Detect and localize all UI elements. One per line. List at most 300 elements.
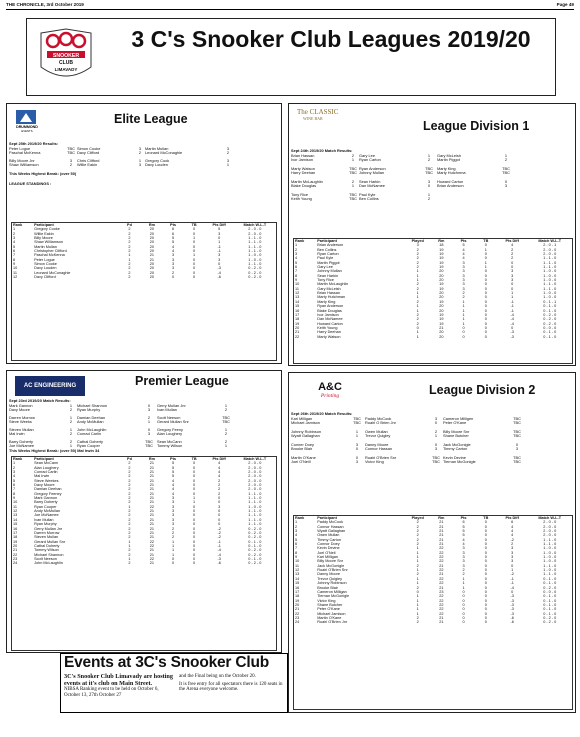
table-cell: 21 bbox=[149, 552, 155, 557]
table-cell: 1 - 1 - 0 bbox=[543, 256, 557, 261]
fixture-cell: Conrad Carlin bbox=[77, 431, 102, 436]
fixture-cell: 2 bbox=[427, 196, 431, 201]
table-cell: 2 bbox=[128, 496, 131, 501]
table-cell: Connor Doey bbox=[317, 542, 340, 547]
table-cell: 2 bbox=[416, 542, 419, 547]
table-cell: 0 bbox=[218, 500, 221, 505]
table-cell: 1 - 1 - 0 bbox=[248, 496, 262, 501]
table-cell: Damian Deehan bbox=[34, 487, 62, 492]
table-cell: 3 bbox=[511, 555, 514, 560]
table-cell: 22 bbox=[439, 550, 444, 555]
fixture-cell: TBC bbox=[513, 420, 521, 425]
table-cell: 0 bbox=[511, 325, 514, 330]
table-cell: 0 bbox=[484, 546, 487, 551]
table-cell: 3 bbox=[218, 231, 221, 236]
table-cell: Johnny Robinson bbox=[317, 581, 347, 586]
table-cell: Andy McMullan bbox=[34, 509, 61, 514]
table-cell: Timmy Carton bbox=[317, 537, 341, 542]
table-cell: 24 bbox=[295, 620, 300, 625]
table-cell: 0 bbox=[484, 572, 487, 577]
table-cell: 9 bbox=[295, 278, 298, 283]
events-col2-text: and the Final being on the October 20. bbox=[179, 674, 256, 679]
table-cell: 21 bbox=[439, 537, 444, 542]
premier-standings-table bbox=[11, 456, 277, 651]
table-cell: 0 bbox=[484, 252, 487, 257]
table-cell: 0 bbox=[193, 504, 196, 509]
table-cell: 20 bbox=[149, 236, 155, 241]
table-cell: 2 bbox=[416, 299, 419, 304]
table-cell: 1 bbox=[462, 308, 465, 313]
table-cell: 1 bbox=[416, 611, 419, 616]
table-cell: 2 bbox=[218, 478, 221, 483]
table-cell: 18 bbox=[295, 594, 300, 599]
table-cell: 21 bbox=[439, 615, 444, 620]
table-cell: 3 bbox=[511, 278, 514, 283]
column-header: Pts bbox=[460, 516, 467, 520]
table-cell: -1 bbox=[217, 249, 221, 254]
fixture-cell: Ruairi O'Brien Snr bbox=[365, 454, 397, 460]
table-cell: Gary McLeish bbox=[317, 286, 341, 291]
elite-standings-table bbox=[11, 222, 277, 361]
table-cell: -3 bbox=[510, 330, 514, 335]
premier-league-section bbox=[6, 370, 282, 653]
column-header: Pts Diff bbox=[505, 239, 519, 243]
table-cell: 21 bbox=[149, 491, 155, 496]
fixture-cell: 0 bbox=[515, 441, 519, 447]
table-cell: 18 bbox=[295, 317, 300, 322]
table-cell: 2 bbox=[416, 572, 419, 577]
table-cell: 2 - 0 - 0 bbox=[248, 231, 262, 236]
fixture-cell: 3 bbox=[147, 407, 151, 412]
fixture-cell: 2 bbox=[69, 407, 73, 412]
fixture-cell: 2 bbox=[351, 178, 355, 184]
table-cell: 2 bbox=[511, 252, 514, 257]
table-cell: 0 bbox=[484, 529, 487, 534]
division2-title: League Division 2 bbox=[429, 383, 536, 397]
table-cell: -1 bbox=[217, 539, 221, 544]
table-cell: 21 bbox=[149, 257, 155, 262]
table-cell: 3 bbox=[171, 257, 175, 262]
table-cell: 0 bbox=[193, 517, 196, 522]
column-header: Pts bbox=[460, 239, 467, 243]
fixture-cell: Blake Douglas bbox=[291, 183, 317, 188]
fixture-cell: 2 bbox=[69, 431, 73, 436]
table-cell: 3 bbox=[462, 286, 465, 291]
table-cell: 1 - 0 - 0 bbox=[543, 568, 557, 573]
table-cell: Billy Moore bbox=[34, 236, 53, 241]
table-cell: 2 bbox=[13, 465, 16, 470]
table-cell: 0 bbox=[193, 231, 196, 236]
table-cell: 3 bbox=[171, 522, 175, 527]
table-cell: 5 bbox=[462, 524, 465, 529]
table-cell: 0 bbox=[193, 483, 196, 488]
fixture-cell: Mal Irwin bbox=[9, 431, 25, 436]
table-cell: 21 bbox=[13, 548, 18, 553]
fixture-cell: Davy Louden bbox=[145, 162, 168, 167]
fixture-cell: 3 bbox=[427, 178, 431, 184]
table-cell: 11 bbox=[13, 270, 17, 275]
table-cell: 1 - 0 - 0 bbox=[248, 257, 262, 262]
table-cell: 4 bbox=[295, 256, 298, 261]
table-cell: 3 bbox=[462, 282, 465, 287]
table-cell: 2 bbox=[128, 522, 131, 527]
fixture-cell: Conner Doey bbox=[291, 441, 314, 447]
table-cell: 1 bbox=[416, 273, 419, 278]
table-cell: 8 bbox=[295, 273, 298, 278]
premier-highest-break: This Weeks Highest Break: (over 50) Mal Irwin 34 bbox=[9, 447, 100, 453]
table-cell: 21 bbox=[149, 522, 155, 527]
table-cell: 2 bbox=[416, 524, 419, 529]
fixture-cell: 2 bbox=[504, 157, 508, 162]
premier-table bbox=[12, 457, 276, 566]
table-cell: 1 bbox=[171, 548, 175, 553]
table-cell: 19 bbox=[439, 265, 444, 270]
table-cell: 0 bbox=[193, 526, 196, 531]
table-cell: 0 - 1 - 0 bbox=[543, 594, 557, 599]
fixture-row bbox=[291, 158, 513, 163]
table-cell: 0 bbox=[193, 522, 196, 527]
table-cell: 3 bbox=[171, 253, 175, 258]
table-cell: 21 bbox=[149, 513, 155, 518]
table-cell: 2 - 0 - 0 bbox=[248, 483, 262, 488]
fixture-cell: 2 bbox=[147, 414, 151, 420]
table-cell: Ivor Jamison bbox=[317, 312, 339, 317]
table-cell: 0 bbox=[511, 589, 514, 594]
column-header: Pd bbox=[127, 457, 132, 461]
table-cell: Sean McCann bbox=[34, 461, 59, 466]
division2-standings-table bbox=[293, 515, 573, 710]
table-cell: 8 bbox=[13, 257, 16, 262]
table-cell: 2 bbox=[128, 548, 131, 553]
column-header: Played bbox=[411, 239, 424, 243]
table-cell: 0 bbox=[462, 615, 465, 620]
table-cell: 0 bbox=[193, 270, 196, 275]
table-cell: 1 - 1 - 0 bbox=[248, 236, 262, 241]
table-cell: 3 bbox=[462, 555, 465, 560]
table-cell: -1 bbox=[510, 308, 514, 313]
elite-table bbox=[12, 223, 276, 279]
table-cell: 22 bbox=[439, 559, 444, 564]
table-cell: 4 bbox=[13, 474, 16, 479]
table-cell: 0 - 2 - 0 bbox=[543, 317, 557, 322]
table-cell: 1 bbox=[416, 568, 419, 573]
table-cell: 22 bbox=[13, 552, 18, 557]
table-cell: 0 bbox=[484, 594, 487, 599]
column-header: Participant bbox=[317, 239, 337, 243]
fixture-cell: Martin Mullan bbox=[145, 145, 169, 151]
table-cell: Ruairi O'Brien Jnr bbox=[317, 620, 348, 625]
table-cell: 0 bbox=[484, 611, 487, 616]
table-cell: 1 - 1 - 0 bbox=[248, 513, 262, 518]
fixture-cell: 2 bbox=[69, 419, 73, 424]
column-header: Match W-L-T bbox=[243, 223, 267, 227]
table-cell: 21 bbox=[149, 253, 155, 258]
table-cell: 2 bbox=[416, 533, 419, 538]
table-cell: -4 bbox=[510, 585, 514, 590]
division2-results-heading: Sept 26th 2019/20 Match Results: bbox=[291, 411, 353, 416]
table-cell: Peter Logue bbox=[34, 257, 55, 262]
fixture-cell: 2 bbox=[224, 407, 228, 412]
table-cell: -3 bbox=[510, 598, 514, 603]
fixture-cell: Martin McLaughlin bbox=[291, 178, 323, 184]
table-cell: 0 bbox=[193, 509, 196, 514]
fixture-cell: Gerry Mullan Jnr bbox=[157, 402, 186, 408]
table-cell: 21 bbox=[149, 526, 155, 531]
table-cell: 3 bbox=[171, 496, 175, 501]
division1-standings-table bbox=[293, 238, 573, 364]
table-cell: 0 - 2 - 0 bbox=[248, 526, 262, 531]
table-cell: 22 bbox=[439, 607, 444, 612]
fixture-cell: 0 bbox=[147, 426, 151, 432]
table-cell: Peter O'Kane bbox=[317, 607, 340, 612]
division1-title: League Division 1 bbox=[423, 119, 530, 133]
fixture-cell: TBC bbox=[349, 196, 357, 201]
table-cell: Trevor Quigley bbox=[317, 576, 342, 581]
table-cell: Gregory Cooke bbox=[34, 227, 60, 232]
table-cell: 1 bbox=[511, 568, 514, 573]
table-cell: 2 - 0 - 0 bbox=[543, 529, 557, 534]
table-cell: 2 bbox=[171, 530, 175, 535]
table-cell: Jack McGonigle bbox=[317, 563, 345, 568]
table-cell: 0 bbox=[218, 517, 221, 522]
fixture-cell: Damian Deehan bbox=[77, 414, 106, 420]
table-cell: 19 bbox=[439, 317, 444, 322]
fixture-cell: Victor King bbox=[365, 459, 384, 464]
table-cell: 0 bbox=[462, 330, 465, 335]
table-cell: 0 - 2 - 0 bbox=[248, 552, 262, 557]
table-cell: 4 bbox=[218, 474, 221, 479]
table-cell: 1 bbox=[295, 520, 298, 525]
table-cell: Danny Moore bbox=[317, 572, 341, 577]
fixture-cell: Shane Butcher bbox=[443, 433, 469, 438]
table-cell: 22 bbox=[439, 546, 444, 551]
table-cell: 1 bbox=[416, 598, 419, 603]
table-cell: 2 bbox=[416, 317, 419, 322]
table-cell: 0 - 1 - 0 bbox=[248, 539, 262, 544]
fixture-row bbox=[291, 197, 513, 202]
table-cell: Willie Eakin bbox=[34, 231, 54, 236]
table-cell: 22 bbox=[439, 555, 444, 560]
fixture-cell: Joe McNamee bbox=[9, 443, 35, 448]
table-cell: 21 bbox=[439, 542, 444, 547]
table-cell: 4 bbox=[218, 470, 221, 475]
table-cell: 3 bbox=[295, 529, 298, 534]
table-cell: 2 - 0 - 0 bbox=[543, 520, 557, 525]
table-cell: 2 bbox=[416, 312, 419, 317]
table-cell: 0 bbox=[462, 334, 465, 339]
table-cell: 4 bbox=[462, 247, 465, 252]
table-cell: 20 bbox=[13, 543, 18, 548]
fixture-cell: Martin O'Kane bbox=[291, 454, 316, 460]
events-col1-bold: 3C's Snooker Club Limavady are hosting events at it's club on Main Street. bbox=[64, 673, 173, 687]
table-cell: 2 bbox=[416, 256, 419, 261]
table-cell: 14 bbox=[295, 299, 300, 304]
table-cell: 12 bbox=[13, 275, 18, 280]
table-cell: 4 bbox=[171, 478, 175, 483]
elite-results-heading: Sept 25th 2019/20 Results: bbox=[9, 141, 59, 146]
ac-printing-logo-sub: Printing bbox=[320, 393, 340, 399]
events-col2-text2: It is free entry for all spectators there is 120 seats in the Arena everyone welcome. bbox=[179, 681, 283, 693]
fixture-cell: TBC bbox=[432, 454, 440, 460]
table-cell: 2 bbox=[13, 231, 16, 236]
table-cell: 20 bbox=[439, 269, 444, 274]
table-cell: 11 bbox=[295, 286, 299, 291]
fixture-cell: TBC bbox=[513, 433, 521, 438]
column-header: Rm bbox=[438, 239, 445, 243]
table-cell: 6 bbox=[511, 520, 514, 525]
table-cell: 1 bbox=[416, 291, 419, 296]
table-cell: 0 bbox=[416, 325, 419, 330]
fixture-cell: Davy Moore bbox=[9, 407, 30, 412]
table-cell: 2 bbox=[171, 270, 175, 275]
table-cell: 0 - 1 - 0 bbox=[543, 330, 557, 335]
elite-league-section bbox=[6, 103, 282, 364]
fixture-row bbox=[291, 184, 513, 189]
table-cell: Marty Hutchman bbox=[317, 295, 346, 300]
table-cell: 17 bbox=[13, 530, 18, 535]
table-cell: 1 bbox=[193, 253, 196, 258]
fixture-cell: 3 bbox=[504, 183, 508, 188]
fixture-cell: Brooke Blair bbox=[291, 446, 313, 451]
table-cell: 1 bbox=[416, 295, 419, 300]
elite-standings-heading: LEAGUE STANDINGS : bbox=[9, 181, 52, 186]
column-header: TB bbox=[483, 239, 489, 243]
table-cell: -2 bbox=[510, 537, 514, 542]
fixture-cell: 1 bbox=[226, 162, 230, 167]
fixture-cell: Michael Shannon bbox=[77, 402, 108, 408]
table-cell: 21 bbox=[149, 474, 155, 479]
table-cell: 0 - 2 - 0 bbox=[543, 312, 557, 317]
table-cell: Michael Jamison bbox=[317, 611, 346, 616]
fixture-cell: 3 bbox=[226, 145, 230, 151]
table-cell: 1 - 1 - 0 bbox=[543, 260, 557, 265]
table-cell: 2 - 0 - 0 bbox=[543, 524, 557, 529]
table-cell: 3 bbox=[462, 269, 465, 274]
column-header: Pts bbox=[170, 457, 176, 461]
table-cell: 19 bbox=[439, 299, 444, 304]
fixture-cell: Ryan Carton bbox=[359, 157, 381, 162]
table-cell: 5 bbox=[171, 461, 175, 466]
table-cell: 19 bbox=[439, 321, 444, 326]
table-cell: 2 bbox=[128, 483, 131, 488]
fixture-cell: Martin Piggot bbox=[437, 157, 460, 162]
fixture-row bbox=[9, 432, 233, 437]
fixture-cell: Johnny Mullan bbox=[359, 170, 385, 175]
table-cell: 21 bbox=[149, 496, 155, 501]
fixture-cell: Brian Anderson bbox=[437, 183, 464, 188]
table-cell: 4 bbox=[511, 533, 514, 538]
fixture-cell: Andy McMullan bbox=[77, 419, 104, 424]
fixture-cell: 3 bbox=[355, 441, 359, 447]
table-cell: 1 bbox=[218, 240, 221, 245]
table-cell: 0 bbox=[484, 563, 487, 568]
table-cell: 1 bbox=[416, 550, 419, 555]
table-cell: 0 bbox=[484, 286, 487, 291]
fixture-cell: Timmy Carton bbox=[443, 446, 468, 451]
table-cell: -1 bbox=[510, 576, 514, 581]
column-header: Participant bbox=[34, 223, 54, 227]
table-cell: Scott Neeson bbox=[34, 556, 57, 561]
table-cell: 0 - 2 - 0 bbox=[248, 530, 262, 535]
fixture-row bbox=[9, 420, 233, 425]
table-cell: -6 bbox=[217, 275, 221, 280]
table-cell: 0 bbox=[218, 522, 221, 527]
table-cell: 0 bbox=[484, 317, 487, 322]
table-cell: 0 bbox=[484, 330, 487, 335]
table-cell: 22 bbox=[439, 594, 444, 599]
table-cell: 13 bbox=[295, 572, 300, 577]
table-cell: 1 bbox=[171, 543, 175, 548]
fixture-cell: 2 bbox=[224, 438, 228, 444]
table-cell: 0 - 1 - 0 bbox=[248, 556, 262, 561]
table-cell: 1 - 1 - 0 bbox=[543, 265, 557, 270]
fixture-cell: Sean Harkin bbox=[359, 178, 381, 184]
fixture-cell: 3 bbox=[355, 459, 359, 464]
table-cell: 2 bbox=[416, 615, 419, 620]
table-cell: Victor King bbox=[317, 598, 336, 603]
table-cell: 0 bbox=[484, 308, 487, 313]
table-cell: 20 bbox=[439, 334, 444, 339]
fixture-cell: 0 bbox=[147, 402, 151, 408]
table-cell: -2 bbox=[217, 526, 221, 531]
fixture-cell: 3 bbox=[226, 157, 230, 163]
table-cell: 19 bbox=[439, 312, 444, 317]
table-cell: 2 bbox=[416, 265, 419, 270]
table-cell: 0 bbox=[484, 615, 487, 620]
table-cell: 6 bbox=[171, 231, 175, 236]
table-cell: 2 bbox=[128, 236, 131, 241]
fixture-cell: 1 bbox=[224, 426, 228, 432]
table-cell: 0 bbox=[193, 262, 196, 267]
table-cell: 10 bbox=[295, 559, 300, 564]
table-cell: 3 bbox=[295, 252, 298, 257]
fixture-cell: 1 bbox=[224, 443, 228, 448]
table-cell: Kevin Devine bbox=[317, 546, 340, 551]
fixture-cell: Leonard McConaghie bbox=[145, 150, 183, 155]
table-cell: 0 bbox=[193, 535, 196, 540]
table-cell: 3 bbox=[13, 236, 16, 241]
table-cell: Gerard Mullan Snr bbox=[34, 539, 66, 544]
table-cell: 19 bbox=[295, 598, 300, 603]
table-cell: 2 bbox=[218, 491, 221, 496]
table-cell: Wyatt Gallaghan bbox=[317, 529, 346, 534]
table-cell: 2 - 0 - 0 bbox=[248, 474, 262, 479]
table-cell: 0 - 1 - 1 bbox=[543, 299, 557, 304]
fixture-cell: Ivan Mullan bbox=[157, 407, 177, 412]
table-cell: 0 bbox=[193, 487, 196, 492]
table-cell: 20 bbox=[439, 295, 444, 300]
division2-results bbox=[291, 412, 525, 465]
fixture-cell: 2 bbox=[434, 428, 438, 434]
table-cell: 2 - 0 - 0 bbox=[543, 247, 557, 252]
table-cell: 2 bbox=[128, 262, 131, 267]
table-cell: 1 bbox=[171, 539, 175, 544]
column-header: Pd bbox=[127, 223, 132, 227]
table-cell: Shaw Williamson bbox=[34, 240, 64, 245]
table-cell: 5 bbox=[171, 236, 175, 241]
table-cell: 0 bbox=[462, 620, 465, 625]
fixture-cell: 0 bbox=[355, 446, 359, 451]
table-cell: 21 bbox=[439, 529, 444, 534]
table-cell: 0 bbox=[484, 602, 487, 607]
table-cell: -3 bbox=[510, 334, 514, 339]
table-cell: 19 bbox=[439, 247, 444, 252]
table-cell: 20 bbox=[149, 270, 155, 275]
table-cell: 2 - 0 - 1 bbox=[543, 243, 557, 248]
table-cell: 22 bbox=[149, 539, 155, 544]
column-header: Pts Diff bbox=[505, 516, 519, 520]
fixture-cell: TBC bbox=[349, 165, 357, 171]
